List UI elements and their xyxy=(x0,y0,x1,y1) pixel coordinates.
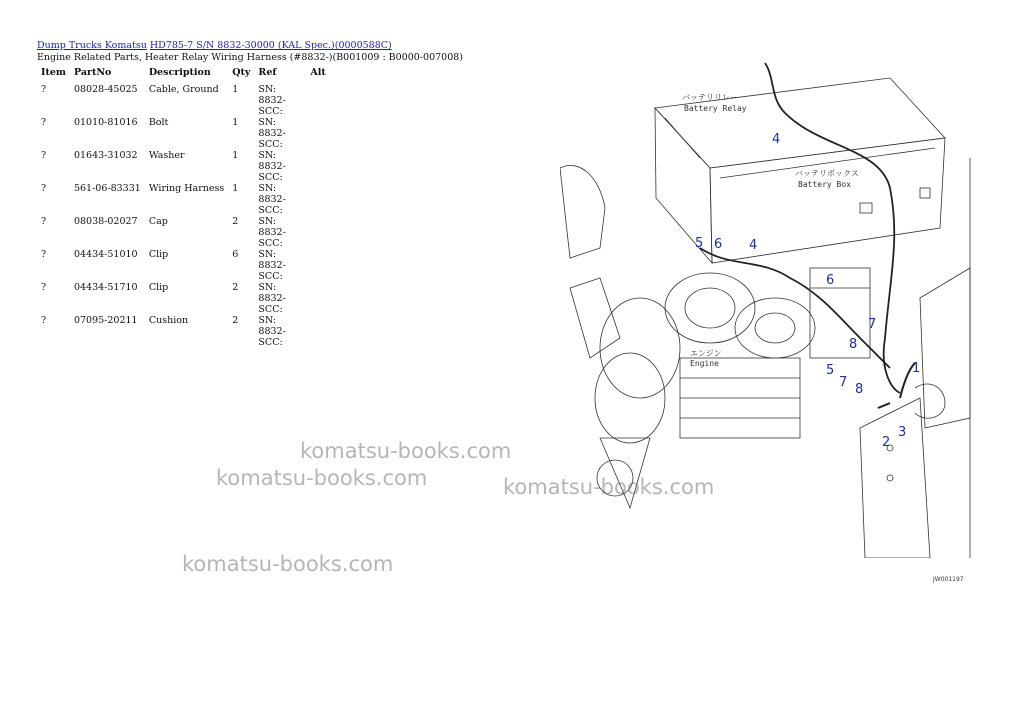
callout-label: 5 xyxy=(826,363,835,378)
cell-item: ? xyxy=(41,150,47,161)
cell-qty: 1 xyxy=(232,84,239,95)
cell-alt xyxy=(306,249,329,282)
table-header-row xyxy=(37,66,330,84)
watermark: komatsu-books.com xyxy=(216,466,428,490)
table-row xyxy=(37,315,330,348)
column-header-item: Item xyxy=(41,66,66,78)
cell-description: Cap xyxy=(148,216,168,227)
table-row xyxy=(37,150,330,183)
cell-partno: 04434-51710 xyxy=(73,282,138,293)
cell-alt xyxy=(306,84,329,117)
cell-alt xyxy=(306,216,329,249)
breadcrumb xyxy=(37,40,392,51)
callout-label: 2 xyxy=(882,435,891,450)
cell-ref: SN: 8832-SCC: xyxy=(258,249,286,282)
cell-alt xyxy=(306,282,329,315)
cell-item: ? xyxy=(41,315,47,326)
watermark: komatsu-books.com xyxy=(503,475,715,499)
cell-qty: 2 xyxy=(232,216,239,227)
cell-description: Wiring Harness xyxy=(148,183,225,194)
cell-ref: SN: 8832-SCC: xyxy=(258,315,286,348)
column-header-partno: PartNo xyxy=(73,66,112,78)
cell-description: Washer xyxy=(148,150,185,161)
cell-alt xyxy=(306,150,329,183)
cell-description: Cushion xyxy=(148,315,189,326)
drawing-code: JW001197 xyxy=(933,576,964,583)
cell-item: ? xyxy=(41,183,47,194)
callout-label: 4 xyxy=(749,238,758,253)
callout-label: 6 xyxy=(826,273,835,288)
cell-partno: 07095-20211 xyxy=(73,315,138,326)
watermark: komatsu-books.com xyxy=(300,439,512,463)
cell-description: Cable, Ground xyxy=(148,84,219,95)
breadcrumb-model-link[interactable]: HD785-7 S/N 8832-30000 (KAL Spec.)(0000588C) xyxy=(149,40,392,51)
frame-drawing xyxy=(860,158,970,558)
callout-label: 8 xyxy=(849,337,858,352)
page-subtitle: Engine Related Parts, Heater Relay Wiring Harness (#8832-)(B001009 : B0000-007008) xyxy=(37,52,464,63)
column-header-qty: Qty xyxy=(232,66,251,78)
table-row xyxy=(37,117,330,150)
callout-label: 7 xyxy=(868,317,877,332)
table-row xyxy=(37,249,330,282)
cell-partno: 01010-81016 xyxy=(73,117,138,128)
engine-label-jp: エンジン xyxy=(690,349,722,358)
callout-label: 7 xyxy=(839,375,848,390)
cell-ref: SN: 8832-SCC: xyxy=(258,282,286,315)
cell-qty: 2 xyxy=(232,315,239,326)
cell-qty: 1 xyxy=(232,150,239,161)
cell-item: ? xyxy=(41,282,47,293)
callout-label: 1 xyxy=(912,361,921,376)
cell-ref: SN: 8832-SCC: xyxy=(258,117,286,150)
cell-ref: SN: 8832-SCC: xyxy=(258,84,286,117)
column-header-ref: Ref xyxy=(258,66,277,78)
callout-label: 5 xyxy=(695,236,704,251)
cell-alt xyxy=(306,117,329,150)
breadcrumb-category-link[interactable]: Dump Trucks Komatsu xyxy=(37,40,147,51)
cell-ref: SN: 8832-SCC: xyxy=(258,183,286,216)
battery-relay-label-en: Battery Relay xyxy=(684,104,747,113)
engine-drawing xyxy=(560,165,870,508)
cell-item: ? xyxy=(41,117,47,128)
cell-ref: SN: 8832-SCC: xyxy=(258,150,286,183)
cell-qty: 1 xyxy=(232,117,239,128)
engine-label-en: Engine xyxy=(690,359,719,368)
cell-partno: 561-06-83331 xyxy=(73,183,141,194)
cell-description: Bolt xyxy=(148,117,169,128)
column-header-description: Description xyxy=(148,66,211,78)
cell-qty: 1 xyxy=(232,183,239,194)
battery-box-label-en: Battery Box xyxy=(798,180,851,189)
table-row xyxy=(37,216,330,249)
parts-table xyxy=(37,66,330,348)
cell-alt xyxy=(306,183,329,216)
cell-description: Clip xyxy=(148,282,169,293)
watermark: komatsu-books.com xyxy=(182,552,394,576)
cell-qty: 6 xyxy=(232,249,239,260)
table-row xyxy=(37,282,330,315)
cell-description: Clip xyxy=(148,249,169,260)
cell-item: ? xyxy=(41,216,47,227)
table-row xyxy=(37,84,330,117)
cell-item: ? xyxy=(41,84,47,95)
cell-item: ? xyxy=(41,249,47,260)
cell-partno: 04434-51010 xyxy=(73,249,138,260)
battery-relay-label-jp: バッテリリレー xyxy=(682,93,738,102)
cell-partno: 08038-02027 xyxy=(73,216,138,227)
callout-label: 6 xyxy=(714,237,723,252)
cell-alt xyxy=(306,315,329,348)
harness-cable xyxy=(765,63,900,393)
column-header-alt: Alt xyxy=(310,66,326,78)
cell-ref: SN: 8832-SCC: xyxy=(258,216,286,249)
table-row xyxy=(37,183,330,216)
cell-partno: 01643-31032 xyxy=(73,150,138,161)
callout-label: 8 xyxy=(855,382,864,397)
callout-label: 4 xyxy=(772,132,781,147)
callout-label: 3 xyxy=(898,425,907,440)
cell-qty: 2 xyxy=(232,282,239,293)
cell-partno: 08028-45025 xyxy=(73,84,138,95)
battery-box-label-jp: バッテリボックス xyxy=(795,169,859,178)
